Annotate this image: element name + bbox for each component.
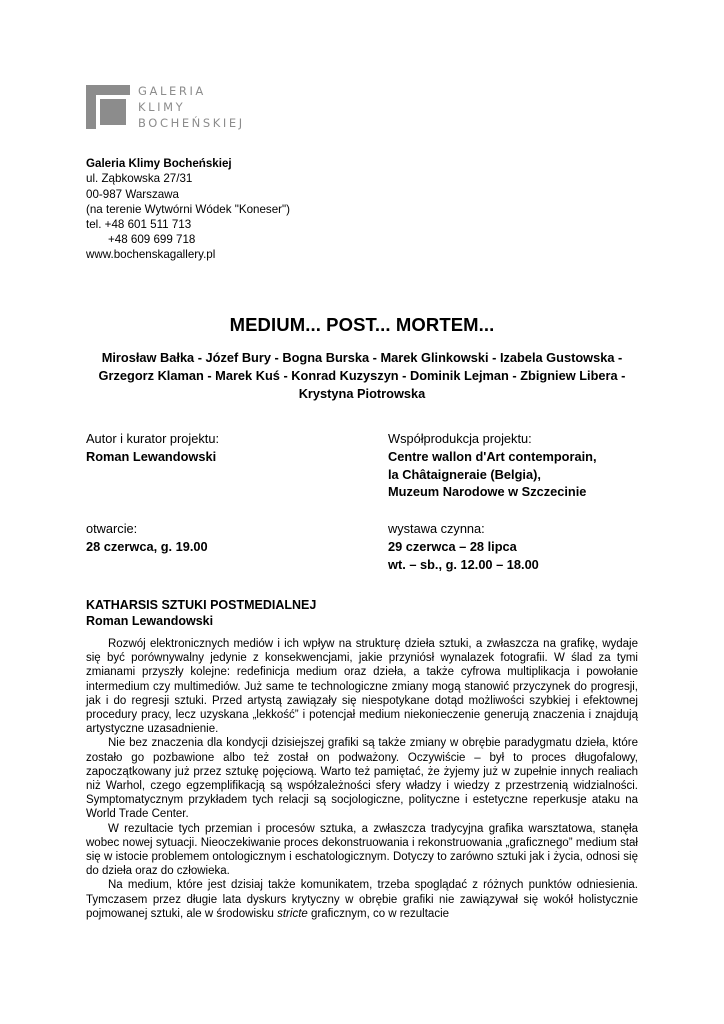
- city-address: 00-987 Warszawa: [86, 187, 180, 201]
- coproduction-value-3: Muzeum Narodowe w Szczecinie: [388, 484, 587, 500]
- website-link[interactable]: www.bochenskagallery.pl: [86, 248, 216, 261]
- gallery-logo-mark: [86, 85, 130, 129]
- article-author: Roman Lewandowski: [86, 614, 214, 628]
- gallery-name: Galeria Klimy Bocheńskiej: [86, 157, 232, 170]
- open-label: wystawa czynna:: [388, 521, 485, 536]
- article-body: [86, 637, 638, 921]
- artists-line-2: Grzegorz Klaman - Marek Kuś - Konrad Kuzyszyn - Dominik Lejman - Zbigniew Libera -: [98, 368, 626, 384]
- open-hours-info: [388, 520, 539, 573]
- gallery-logo-text: [138, 83, 245, 131]
- coproduction-info: [388, 430, 597, 501]
- coproduction-value-2: la Châtaigneraie (Belgia),: [388, 466, 541, 482]
- artists-line-1: Mirosław Bałka - Józef Bury - Bogna Burska - Marek Glinkowski - Izabela Gustowska -: [101, 350, 623, 365]
- open-dates: 29 czerwca – 28 lipca: [388, 538, 517, 554]
- coproduction-value-1: Centre wallon d'Art contemporain,: [388, 448, 597, 464]
- artists-line-3: Krystyna Piotrowska: [298, 386, 426, 402]
- exhibition-title: MEDIUM... POST... MORTEM...: [229, 314, 495, 335]
- logo-line-1: GALERIA: [138, 84, 206, 98]
- contact-block: [86, 156, 290, 248]
- coproduction-label: Współprodukcja projektu:: [388, 431, 532, 446]
- location-note: (na terenie Wytwórni Wódek "Koneser"): [86, 202, 291, 216]
- gallery-logo: [86, 83, 286, 133]
- article-heading: [86, 597, 316, 629]
- artists-list: [86, 349, 638, 404]
- opening-value: 28 czerwca, g. 19.00: [86, 538, 208, 554]
- author-info: [86, 430, 219, 466]
- street-address: ul. Ząbkowska 27/31: [86, 172, 193, 186]
- opening-label: otwarcie:: [86, 521, 138, 536]
- paragraph-2: Nie bez znaczenia dla kondycji dzisiejszej grafiki są także zmiany w obrębie paradygmatu dzieła, które zostało go pozbawione albo też został on podważony. Oczywiście – był to proces długofalowy, zapoczątkowany już przez sztukę pojęciową. Warto też pamiętać, że żyjemy już w zupełnie innych realiach niż Warhol, czego egzemplifikacją są współzależności sfery władzy i wiedzy z przestrzenią widzialności. Symptomatycznym przykładem tych relacji są socjologiczne, polityczne i estetyczne reperkusje ataku na World Trade Center.: [86, 737, 638, 821]
- paragraph-4: Na medium, które jest dzisiaj także komunikatem, trzeba spoglądać z różnych punktów odniesienia. Tymczasem przez długie lata dyskurs krytyczny w obrębie grafiki nie zawiązywał się wokół holistycznie pojmowanej sztuki, ale w środowisku stricte graficznym, co w rezultacie: [86, 879, 638, 920]
- paragraph-3: W rezultacie tych przemian i procesów sztuka, a zwłaszcza tradycyjna grafika warsztatowa, stanęła wobec nowej sytuacji. Nieoczekiwanie proces dekonstruowania i rekonstruowania „graficznego” medium stał się w istocie problemem ontologicznym i eschatologicznym. Dotyczy to zarówno sztuki jak i życia, odnosi się do dzieła oraz do człowieka.: [86, 822, 638, 878]
- logo-line-2: KLIMY: [138, 100, 186, 114]
- phone-2: +48 609 699 718: [108, 233, 196, 247]
- paragraph-1: Rozwój elektronicznych mediów i ich wpływ na strukturę dzieła sztuki, a zwłaszcza na grafikę, wydaje się być porównywalny jedynie z konsekwencjami, jakie przyniósł wynalazek fotografii. W ślad za tymi zmianami przyszły kolejne: redefinicja medium oraz dzieła, a także cyfrowa multiplikacja i powołanie intermedium czy multimediów. Już same te technologiczne zmiany mogą stanowić przyczynek do progresji, jak i do regresji sztuki. Przed artystą zawiązały się niespotykane dotąd możliwości szybkiej i efektownej procedury pracy, lecz uzyskana „lekkość” i potencjał medium niekonieczenie generują znaczenia i znajdują artystyczne uzasadnienie.: [86, 638, 638, 736]
- article-title: KATHARSIS SZTUKI POSTMEDIALNEJ: [86, 598, 317, 612]
- author-value: Roman Lewandowski: [86, 448, 217, 464]
- phone-1: tel. +48 601 511 713: [86, 218, 192, 232]
- author-label: Autor i kurator projektu:: [86, 431, 220, 446]
- logo-line-3: BOCHEŃSKIEJ: [138, 116, 245, 130]
- open-hours: wt. – sb., g. 12.00 – 18.00: [388, 556, 539, 572]
- opening-info: [86, 520, 208, 556]
